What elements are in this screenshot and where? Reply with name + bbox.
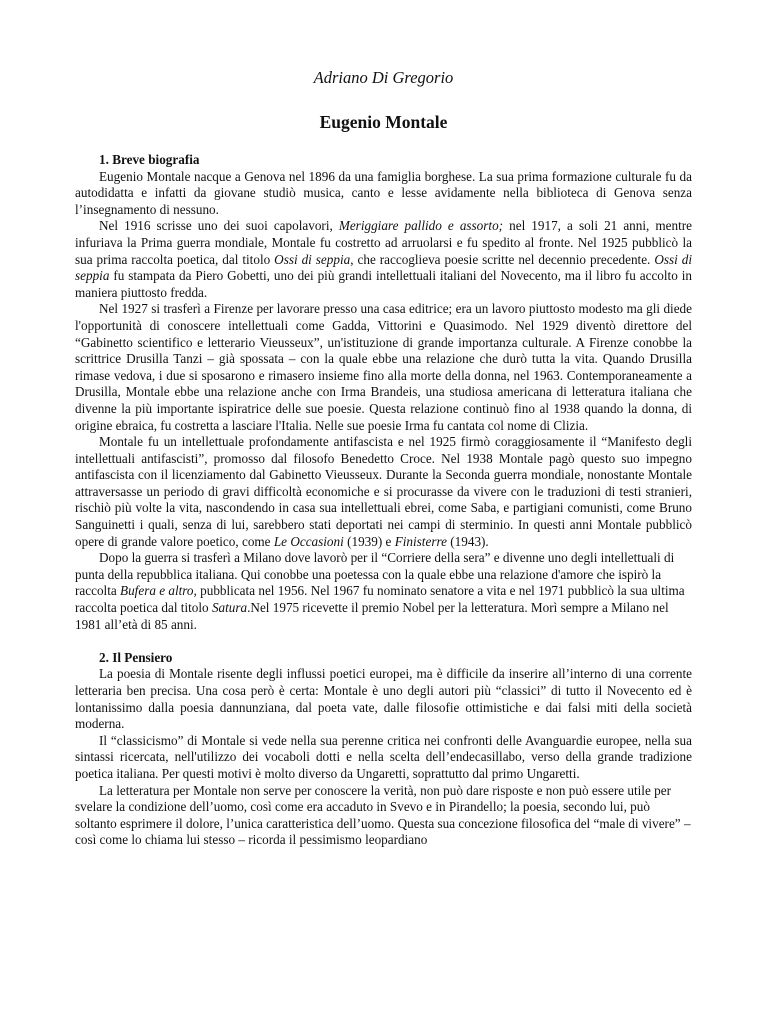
text-run: fu stampata da Piero Gobetti, uno dei più grandi intellettuali italiani del Novecento, ma il libro fu accolto in maniera piuttosto fredda. xyxy=(75,268,692,300)
text-run: (1943). xyxy=(446,533,489,549)
text-run: pubblicata nel 1956. Nel 1967 fu nominato senatore a vita e nel 1971 pubblicò la sua ultima raccolta poetica dal titolo xyxy=(75,583,685,616)
paragraph xyxy=(75,169,692,219)
text-run: Nel 1927 si trasferì a Firenze per lavorare presso una casa editrice; era un lavoro piuttosto modesto ma gli diede l'opportunità di conoscere intellettuali come Gadda, Vittorini e Quasimodo. Nel 1929 diventò direttore del “Gabinetto scientifico e letterario Vieusseux”, un'istituzione di grande importanza culturale. A Firenze conobbe la scrittrice Drusilla Tanzi – già spossata – con la quale ebbe una relazione che durò tutta la vita. Quando Drusilla rimase vedova, i due si sposarono e rimasero insieme fino alla morte della donna, nel 1963. Contemporaneamente a Drusilla, Montale ebbe una relazione anche con Irma Brandeis, una studiosa americana di letteratura italiana che divenne la più importante ispiratrice delle sue poesie. Questa relazione continuò fino al 1938 quando la donna, di origine ebraica, fu costretta a lasciare l'Italia. Nelle sue poesie Irma fu cantata col nome di Clizia. xyxy=(75,301,692,433)
text-run: Il “classicismo” di Montale si vede nella sua perenne critica nei confronti delle Avanguardie europee, nella sua sintassi ricercata, nell'utilizzo dei vocaboli dotti e nella scelta dell’endecasillabo, verso della grande tradizione poetica italiana. Per questi motivi è molto diverso da Ungaretti, soprattutto dal primo Ungaretti. xyxy=(75,732,692,781)
text-run: nel 1917, a soli 21 anni, mentre infuriava la Prima guerra mondiale, Montale fu costretto ad arruolarsi e fu spedito al fronte. Nel 1925 pubblicò la sua prima raccolta poetica, dal titolo xyxy=(75,218,692,267)
italic-title: Finisterre xyxy=(394,533,447,549)
paragraph xyxy=(75,783,692,849)
text-run: .Nel 1975 ricevette il premio Nobel per la letteratura. Morì sempre a Milano nel 1981 all’età di 85 anni. xyxy=(75,600,669,632)
paragraph xyxy=(75,434,692,550)
italic-title: Bufera e altro, xyxy=(120,583,197,599)
paragraph xyxy=(75,550,692,633)
text-run: La letteratura per Montale non serve per conoscere la verità, non può dare risposte e non può essere utile per svelare la condizione dell’uomo, così come era accaduto in Svevo e in Pirandello; la poesia, secondo lui, può soltanto esprimere il dolore, l’unica caratteristica dell’uomo. Questa sua concezione filosofica del “male di vivere” – così come lo chiama lui stesso – ricorda il pessimismo leopardiano xyxy=(75,782,691,848)
paragraph xyxy=(75,666,692,732)
section-thought xyxy=(75,650,692,849)
section-heading: 1. Breve biografia xyxy=(99,152,200,167)
text-run: Montale fu un intellettuale profondamente antifascista e nel 1925 firmò coraggiosamente il “Manifesto degli intellettuali antifascisti”, promosso dal filosofo Benedetto Croce. Nel 1938 Montale pagò questo suo impegno antifascista con il licenziamento dal Gabinetto Vieusseux. Durante la Seconda guerra mondiale, nonostante Montale attraversasse un periodo di gravi difficoltà economiche e si procurasse da vivere con le traduzioni di testi stranieri, rischiò più volte la vita, nascondendo in casa sua intellettuali ebrei, come Saba, e partigiani comunisti, come Bruno Sanguinetti i quali, senza di lui, sarebbero stati deportati nei campi di sterminio. In questi anni Montale pubblicò opere di grande valore poetico, come xyxy=(75,434,692,549)
italic-title: Ossi di seppia xyxy=(274,251,351,267)
italic-title: Meriggiare pallido e assorto; xyxy=(338,218,504,234)
paragraph xyxy=(75,218,692,301)
document-title: Eugenio Montale xyxy=(319,112,448,132)
section-biography xyxy=(75,152,692,633)
text-run: La poesia di Montale risente degli influssi poetici europei, ma è difficile da inserire all’interno di una corrente letteraria ben precisa. Una cosa però è certa: Montale è uno degli autori più “classici” di tutto il Novecento ed è lontanissimo dalla poesia dannunziana, dal poeta vate, dalle filosofie ottimistiche e dai falsi miti della società moderna. xyxy=(75,666,692,732)
italic-title: Satura xyxy=(211,600,248,616)
text-run: Eugenio Montale nacque a Genova nel 1896 da una famiglia borghese. La sua prima formazione culturale fu da autodidatta e infatti da giovane studiò musica, canto e lesse avidamente nella biblioteca di Genova senza l’insegnamento di nessuno. xyxy=(75,168,692,217)
paragraph xyxy=(75,733,692,783)
italic-title: Ossi di seppia xyxy=(75,251,692,284)
text-run: (1939) e xyxy=(343,533,395,549)
text-run: , che raccoglieva poesie scritte nel decennio precedente. xyxy=(350,251,655,267)
italic-title: Le Occasioni xyxy=(273,533,344,549)
section-heading: 2. Il Pensiero xyxy=(99,649,173,665)
text-run: Dopo la guerra si trasferì a Milano dove lavorò per il “Corriere della sera” e divenne uno degli intellettuali di punta della repubblica italiana. Qui conobbe una poetessa con la quale ebbe una relazione d'amore che ispirò la raccolta xyxy=(75,550,675,599)
paragraph xyxy=(75,301,692,434)
author-name: Adriano Di Gregorio xyxy=(313,68,454,87)
text-run: Nel 1916 scrisse uno dei suoi capolavori, xyxy=(99,218,339,234)
